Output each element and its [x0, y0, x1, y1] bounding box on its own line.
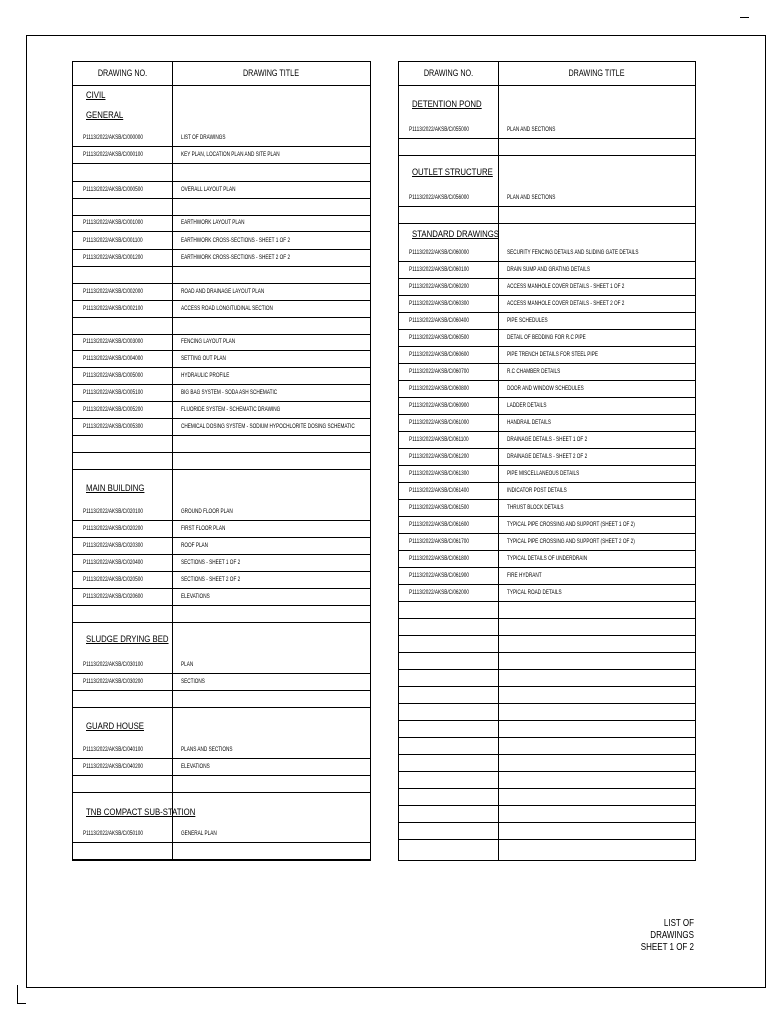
left-drawing-table [72, 61, 371, 861]
drawing-number: P1113/2022/AKSB/C/004000 [83, 355, 143, 362]
drawing-title: EARTHWORK CROSS-SECTIONS - SHEET 1 OF 2 [181, 237, 291, 244]
drawing-title: R.C CHAMBER DETAILS [507, 368, 561, 375]
drawing-title: ROOF PLAN [181, 542, 209, 549]
table-row [399, 550, 695, 568]
drawing-title: ACCESS ROAD LONGITUDINAL SECTION [181, 305, 273, 312]
table-row [399, 448, 695, 466]
drawing-title: PLAN AND SECTIONS [507, 126, 556, 133]
drawing-number: P1113/2022/AKSB/C/002100 [83, 305, 143, 312]
table-row [73, 384, 370, 402]
drawing-number: P1113/2022/AKSB/C/000500 [83, 186, 143, 193]
drawing-title: EARTHWORK CROSS-SECTIONS - SHEET 2 OF 2 [181, 254, 291, 261]
drawing-number: P1113/2022/AKSB/C/055000 [409, 126, 469, 133]
drawing-title: DETAIL OF BEDDING FOR R.C PIPE [507, 334, 586, 341]
drawing-title: PIPE MISCELLANEOUS DETAILS [507, 470, 580, 477]
drawing-number: P1113/2022/AKSB/C/060600 [409, 351, 469, 358]
table-row [73, 214, 370, 232]
table-row [399, 754, 695, 772]
drawing-title: TYPICAL PIPE CROSSING AND SUPPORT (SHEET 1 OF 2) [507, 521, 635, 528]
drawing-number: P1113/2022/AKSB/C/020600 [83, 593, 143, 600]
drawing-number: P1113/2022/AKSB/C/020100 [83, 508, 143, 515]
table-row [73, 673, 370, 691]
drawing-title: TYPICAL PIPE CROSSING AND SUPPORT (SHEET 2 OF 2) [507, 538, 635, 545]
table-row [399, 499, 695, 517]
table-row [73, 554, 370, 572]
table-row [73, 656, 370, 674]
drawing-title: ACCESS MANHOLE COVER DETAILS - SHEET 1 OF 2 [507, 283, 625, 290]
table-row [399, 278, 695, 296]
table-row [399, 244, 695, 262]
corner-mark-top-right [740, 17, 749, 18]
table-row [73, 690, 370, 708]
table-row [399, 312, 695, 330]
drawing-number: P1113/2022/AKSB/C/061800 [409, 555, 469, 562]
table-row [399, 121, 695, 139]
table-row [399, 363, 695, 381]
drawing-title: HYDRAULIC PROFILE [181, 372, 230, 379]
drawing-title: ELEVATIONS [181, 763, 210, 770]
table-row [73, 588, 370, 606]
drawing-title: SECTIONS [181, 678, 205, 685]
table-row [399, 261, 695, 279]
drawing-title: PLANS AND SECTIONS [181, 746, 233, 753]
table-row [399, 138, 695, 156]
section-heading: STANDARD DRAWINGS [412, 229, 499, 240]
table-row [73, 333, 370, 351]
drawing-title: KEY PLAN, LOCATION PLAN AND SITE PLAN [181, 151, 280, 158]
drawing-title: EARTHWORK LAYOUT PLAN [181, 219, 245, 226]
drawing-title: FLUORIDE SYSTEM - SCHEMATIC DRAWING [181, 406, 281, 413]
table-row [73, 232, 370, 250]
drawing-number: P1113/2022/AKSB/C/005200 [83, 406, 143, 413]
drawing-title: DOOR AND WINDOW SCHEDULES [507, 385, 584, 392]
drawing-number: P1113/2022/AKSB/C/061300 [409, 470, 469, 477]
table-row [399, 295, 695, 313]
table-row [73, 503, 370, 521]
table-row [399, 805, 695, 823]
table-row [73, 758, 370, 776]
drawing-title: SECTIONS - SHEET 2 OF 2 [181, 576, 241, 583]
drawing-number: P1113/2022/AKSB/C/061600 [409, 521, 469, 528]
header-drawing-no: DRAWING NO. [423, 68, 474, 78]
table-row [399, 635, 695, 653]
right-table-header [399, 62, 695, 86]
drawing-number: P1113/2022/AKSB/C/061400 [409, 487, 469, 494]
drawing-title: SECURITY FENCING DETAILS AND SLIDING GATE DETAILS [507, 249, 639, 256]
table-row [73, 266, 370, 284]
drawing-number: P1113/2022/AKSB/C/061900 [409, 572, 469, 579]
table-row [399, 720, 695, 738]
drawing-number: P1113/2022/AKSB/C/061700 [409, 538, 469, 545]
drawing-title: FIRE HYDRANT [507, 572, 542, 579]
drawing-title: ACCESS MANHOLE COVER DETAILS - SHEET 2 OF 2 [507, 300, 625, 307]
drawing-number: P1113/2022/AKSB/C/060400 [409, 317, 469, 324]
header-drawing-title: DRAWING TITLE [568, 68, 625, 78]
drawing-title: DRAIN SUMP AND GRATING DETAILS [507, 266, 590, 273]
table-row [399, 329, 695, 347]
table-row [399, 397, 695, 415]
drawing-number: P1113/2022/AKSB/C/062000 [409, 589, 469, 596]
drawing-title: LIST OF DRAWINGS [181, 134, 226, 141]
drawing-title: THRUST BLOCK DETAILS [507, 504, 564, 511]
drawing-number: P1113/2022/AKSB/C/000000 [83, 134, 143, 141]
table-row [399, 686, 695, 704]
drawing-number: P1113/2022/AKSB/C/030100 [83, 661, 143, 668]
table-row [399, 618, 695, 636]
drawing-title: SETTING OUT PLAN [181, 355, 226, 362]
drawing-number: P1113/2022/AKSB/C/040200 [83, 763, 143, 770]
drawing-title: BIG BAG SYSTEM - SODA ASH SCHEMATIC [181, 389, 278, 396]
header-drawing-no: DRAWING NO. [97, 68, 148, 78]
drawing-number: P1113/2022/AKSB/C/060900 [409, 402, 469, 409]
drawing-title: OVERALL LAYOUT PLAN [181, 186, 236, 193]
section-heading: GUARD HOUSE [86, 721, 145, 732]
table-row [399, 567, 695, 585]
table-row [73, 418, 370, 436]
table-row [73, 741, 370, 759]
table-row [399, 737, 695, 755]
sheet-label-number: SHEET 1 OF 2 [640, 942, 694, 953]
drawing-title: GROUND FLOOR PLAN [181, 508, 233, 515]
section-heading: GENERAL [86, 110, 124, 121]
drawing-number: P1113/2022/AKSB/C/020500 [83, 576, 143, 583]
drawing-number: P1113/2022/AKSB/C/060200 [409, 283, 469, 290]
table-row [73, 129, 370, 147]
drawing-title: PLAN AND SECTIONS [507, 194, 556, 201]
section-heading: MAIN BUILDING [86, 483, 145, 494]
drawing-number: P1113/2022/AKSB/C/060700 [409, 368, 469, 375]
table-row [399, 584, 695, 602]
drawing-number: P1113/2022/AKSB/C/060000 [409, 249, 469, 256]
table-row [73, 300, 370, 318]
table-row [399, 771, 695, 789]
table-row [399, 380, 695, 398]
drawing-title: TYPICAL ROAD DETAILS [507, 589, 562, 596]
table-row [399, 482, 695, 500]
drawing-number: P1113/2022/AKSB/C/061200 [409, 453, 469, 460]
table-row [73, 842, 370, 860]
drawing-number: P1113/2022/AKSB/C/061100 [409, 436, 469, 443]
table-row [73, 537, 370, 555]
drawing-title: PIPE SCHEDULES [507, 317, 548, 324]
table-row [73, 249, 370, 267]
table-row [399, 601, 695, 619]
table-row [399, 652, 695, 670]
drawing-number: P1113/2022/AKSB/C/005300 [83, 423, 143, 430]
section-heading: DETENTION POND [412, 99, 482, 110]
table-row [73, 605, 370, 623]
table-row [399, 669, 695, 687]
drawing-title: INDICATOR POST DETAILS [507, 487, 567, 494]
section-heading: CIVIL [86, 90, 106, 101]
drawing-number: P1113/2022/AKSB/C/060300 [409, 300, 469, 307]
drawing-number: P1113/2022/AKSB/C/005000 [83, 372, 143, 379]
section-heading: SLUDGE DRYING BED [86, 634, 169, 645]
table-row [73, 181, 370, 199]
table-row [399, 346, 695, 364]
table-row [399, 822, 695, 840]
drawing-title: TYPICAL DETAILS OF UNDERDRAIN [507, 555, 588, 562]
table-row [73, 367, 370, 385]
drawing-number: P1113/2022/AKSB/C/056000 [409, 194, 469, 201]
table-row [73, 571, 370, 589]
table-row [73, 435, 370, 453]
drawing-number: P1113/2022/AKSB/C/061500 [409, 504, 469, 511]
left-table-header [73, 62, 370, 86]
drawing-title: ROAD AND DRAINAGE LAYOUT PLAN [181, 288, 265, 295]
table-row [399, 189, 695, 207]
section-heading: TNB COMPACT SUB-STATION [86, 807, 196, 818]
drawing-title: PLAN [181, 661, 194, 668]
drawing-number: P1113/2022/AKSB/C/002000 [83, 288, 143, 295]
table-row [399, 431, 695, 449]
drawing-title: PIPE TRENCH DETAILS FOR STEEL PIPE [507, 351, 598, 358]
drawing-title: ELEVATIONS [181, 593, 210, 600]
drawing-number: P1113/2022/AKSB/C/003000 [83, 338, 143, 345]
corner-mark-bottom-left-h [17, 1003, 26, 1004]
drawing-title: FENCING LAYOUT PLAN [181, 338, 236, 345]
drawing-number: P1113/2022/AKSB/C/005100 [83, 389, 143, 396]
header-drawing-title: DRAWING TITLE [242, 68, 299, 78]
drawing-number: P1113/2022/AKSB/C/020200 [83, 525, 143, 532]
drawing-number: P1113/2022/AKSB/C/061000 [409, 419, 469, 426]
table-row [399, 206, 695, 224]
table-row [399, 465, 695, 483]
table-row [73, 452, 370, 470]
drawing-title: FIRST FLOOR PLAN [181, 525, 226, 532]
drawing-number: P1113/2022/AKSB/C/030200 [83, 678, 143, 685]
table-row [399, 533, 695, 551]
drawing-number: P1113/2022/AKSB/C/060500 [409, 334, 469, 341]
drawing-number: P1113/2022/AKSB/C/060100 [409, 266, 469, 273]
table-row [399, 703, 695, 721]
drawing-number: P1113/2022/AKSB/C/020300 [83, 542, 143, 549]
sheet-label [630, 918, 694, 954]
table-row [73, 350, 370, 368]
drawing-title: DRAINAGE DETAILS - SHEET 1 OF 2 [507, 436, 588, 443]
right-drawing-table [398, 61, 696, 861]
table-row [399, 516, 695, 534]
drawing-title: LADDER DETAILS [507, 402, 547, 409]
table-row [73, 825, 370, 843]
table-row [73, 146, 370, 164]
table-row [73, 520, 370, 538]
drawing-number: P1113/2022/AKSB/C/020400 [83, 559, 143, 566]
section-heading: OUTLET STRUCTURE [412, 167, 493, 178]
drawing-number: P1113/2022/AKSB/C/001100 [83, 237, 143, 244]
drawing-title: SECTIONS - SHEET 1 OF 2 [181, 559, 241, 566]
sheet-label-title: LIST OF DRAWINGS [650, 918, 694, 941]
drawing-title: CHEMICAL DOSING SYSTEM - SODIUM HYPOCHLORITE DOSING SCHEMATIC [181, 423, 355, 430]
drawing-number: P1113/2022/AKSB/C/050100 [83, 830, 143, 837]
table-row [73, 775, 370, 793]
drawing-title: HANDRAIL DETAILS [507, 419, 551, 426]
table-row [399, 414, 695, 432]
drawing-title: DRAINAGE DETAILS - SHEET 2 OF 2 [507, 453, 588, 460]
drawing-number: P1113/2022/AKSB/C/001000 [83, 219, 143, 226]
table-row [399, 788, 695, 806]
drawing-number: P1113/2022/AKSB/C/001200 [83, 254, 143, 261]
drawing-number: P1113/2022/AKSB/C/040100 [83, 746, 143, 753]
table-row [73, 164, 370, 182]
table-row [73, 401, 370, 419]
drawing-title: GENERAL PLAN [181, 830, 217, 837]
drawing-number: P1113/2022/AKSB/C/060800 [409, 385, 469, 392]
table-row [73, 283, 370, 301]
corner-mark-bottom-left [17, 985, 18, 1003]
drawing-number: P1113/2022/AKSB/C/000100 [83, 151, 143, 158]
